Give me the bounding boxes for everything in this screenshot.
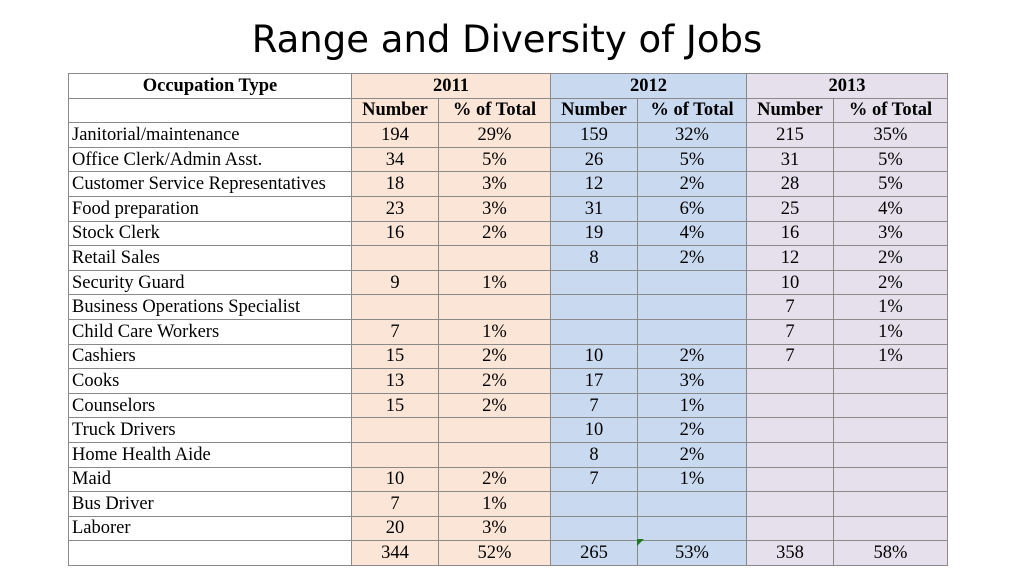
pct-2011-cell: 52% (439, 541, 551, 566)
number-2013-cell (747, 442, 834, 467)
pct-2012-cell: 32% (638, 123, 747, 148)
number-2013-cell (747, 492, 834, 517)
number-2011-cell (352, 246, 439, 271)
pct-2013-cell: 5% (834, 172, 948, 197)
number-2013-cell: 31 (747, 147, 834, 172)
occupation-name-cell: Stock Clerk (69, 221, 352, 246)
table-row (69, 319, 948, 344)
occupation-name-cell: Maid (69, 467, 352, 492)
number-2011-cell: 23 (352, 196, 439, 221)
pct-2012-cell: 53% (638, 541, 747, 566)
occupation-name-cell: Security Guard (69, 270, 352, 295)
number-2011-cell: 344 (352, 541, 439, 566)
number-2012-cell (551, 319, 638, 344)
table-row (69, 123, 948, 148)
pct-2011-cell: 1% (439, 319, 551, 344)
pct-2011-cell: 3% (439, 516, 551, 541)
pct-2012-cell: 1% (638, 393, 747, 418)
number-2012-cell: 265 (551, 541, 638, 566)
number-2011-cell (352, 418, 439, 443)
pct-2011-cell (439, 295, 551, 320)
number-2013-cell (747, 516, 834, 541)
pct-2011-cell: 2% (439, 369, 551, 394)
pct-2013-cell: 3% (834, 221, 948, 246)
table-row (69, 270, 948, 295)
number-2011-cell: 13 (352, 369, 439, 394)
occupation-name-cell: Customer Service Representatives (69, 172, 352, 197)
pct-2012-cell: 1% (638, 467, 747, 492)
table-row (69, 516, 948, 541)
year-2013-header: 2013 (747, 74, 948, 99)
number-2012-cell: 159 (551, 123, 638, 148)
number-2013-cell: 7 (747, 319, 834, 344)
pct-2012-cell: 4% (638, 221, 747, 246)
table-row (69, 221, 948, 246)
number-2012-cell (551, 295, 638, 320)
pct-2013-cell (834, 442, 948, 467)
occupation-type-header: Occupation Type (69, 74, 352, 99)
pct-2012-cell: 5% (638, 147, 747, 172)
occupation-name-cell: Food preparation (69, 196, 352, 221)
sub-header-row (69, 98, 948, 123)
number-2013-cell: 7 (747, 344, 834, 369)
number-2012-cell: 8 (551, 442, 638, 467)
number-2013-cell: 7 (747, 295, 834, 320)
table-row (69, 442, 948, 467)
number-2012-cell (551, 516, 638, 541)
table-row (69, 467, 948, 492)
pct-2011-cell (439, 246, 551, 271)
pct-2012-cell (638, 319, 747, 344)
pct-2012-cell: 2% (638, 172, 747, 197)
number-2011-cell: 9 (352, 270, 439, 295)
pct-2011-cell: 3% (439, 196, 551, 221)
slide-title: Range and Diversity of Jobs (251, 18, 763, 61)
pct-2011-cell: 1% (439, 270, 551, 295)
occupation-name-cell: Office Clerk/Admin Asst. (69, 147, 352, 172)
pct-2013-cell: 35% (834, 123, 948, 148)
table-row (69, 246, 948, 271)
pct-2013-cell (834, 418, 948, 443)
number-2013-cell (747, 467, 834, 492)
number-2012-cell: 31 (551, 196, 638, 221)
pct-2011-cell: 2% (439, 221, 551, 246)
table-row (69, 147, 948, 172)
pct-2011-cell (439, 418, 551, 443)
occupation-name-cell (69, 541, 352, 566)
error-indicator-icon (637, 539, 644, 546)
number-2012-cell: 7 (551, 393, 638, 418)
occupation-name-cell: Laborer (69, 516, 352, 541)
occupation-name-cell: Counselors (69, 393, 352, 418)
number-2012-cell (551, 492, 638, 517)
pct-2013-cell: 58% (834, 541, 948, 566)
number-2013-cell: 16 (747, 221, 834, 246)
pct-2011-cell: 3% (439, 172, 551, 197)
number-2011-cell (352, 295, 439, 320)
pct-2012-cell: 6% (638, 196, 747, 221)
pct-2013-cell: 5% (834, 147, 948, 172)
pct-2012-cell (638, 516, 747, 541)
table-row (69, 295, 948, 320)
pct-header-2011: % of Total (439, 98, 551, 123)
number-2011-cell: 34 (352, 147, 439, 172)
number-2012-cell: 17 (551, 369, 638, 394)
number-2012-cell: 7 (551, 467, 638, 492)
pct-2011-cell: 1% (439, 492, 551, 517)
jobs-table (68, 73, 948, 566)
occupation-name-cell: Truck Drivers (69, 418, 352, 443)
pct-2013-cell (834, 516, 948, 541)
pct-2013-cell: 1% (834, 319, 948, 344)
occupation-name-cell: Cashiers (69, 344, 352, 369)
pct-2013-cell: 1% (834, 344, 948, 369)
number-2012-cell: 10 (551, 418, 638, 443)
table-row (69, 492, 948, 517)
number-2011-cell: 20 (352, 516, 439, 541)
number-2012-cell: 19 (551, 221, 638, 246)
pct-2013-cell: 2% (834, 270, 948, 295)
number-2011-cell: 18 (352, 172, 439, 197)
number-2012-cell: 12 (551, 172, 638, 197)
number-2011-cell: 16 (352, 221, 439, 246)
number-2011-cell: 10 (352, 467, 439, 492)
occupation-name-cell: Child Care Workers (69, 319, 352, 344)
table-row (69, 369, 948, 394)
pct-2011-cell: 2% (439, 344, 551, 369)
table-row (69, 344, 948, 369)
year-header-row (69, 74, 948, 99)
pct-2013-cell: 4% (834, 196, 948, 221)
number-header-2012: Number (551, 98, 638, 123)
number-2013-cell: 215 (747, 123, 834, 148)
number-2013-cell (747, 369, 834, 394)
pct-2012-cell: 2% (638, 344, 747, 369)
pct-2012-cell (638, 492, 747, 517)
table-row (69, 418, 948, 443)
pct-2012-cell: 3% (638, 369, 747, 394)
pct-2012-cell: 2% (638, 418, 747, 443)
number-2013-cell: 25 (747, 196, 834, 221)
pct-2013-cell (834, 467, 948, 492)
table-row (69, 172, 948, 197)
occupation-name-cell: Retail Sales (69, 246, 352, 271)
number-2012-cell: 8 (551, 246, 638, 271)
number-2011-cell: 15 (352, 393, 439, 418)
occupation-name-cell: Bus Driver (69, 492, 352, 517)
occupation-name-cell: Home Health Aide (69, 442, 352, 467)
number-2013-cell: 10 (747, 270, 834, 295)
number-2011-cell: 15 (352, 344, 439, 369)
pct-header-2012: % of Total (638, 98, 747, 123)
pct-2013-cell: 1% (834, 295, 948, 320)
number-2011-cell: 194 (352, 123, 439, 148)
number-2012-cell: 10 (551, 344, 638, 369)
pct-2013-cell (834, 393, 948, 418)
pct-2013-cell (834, 492, 948, 517)
number-header-2011: Number (352, 98, 439, 123)
pct-2012-cell: 2% (638, 246, 747, 271)
empty-header-cell (69, 98, 352, 123)
year-2012-header: 2012 (551, 74, 747, 99)
number-2013-cell: 358 (747, 541, 834, 566)
number-2011-cell: 7 (352, 319, 439, 344)
number-2012-cell (551, 270, 638, 295)
pct-2012-cell (638, 270, 747, 295)
number-2013-cell (747, 418, 834, 443)
number-2011-cell (352, 442, 439, 467)
pct-2012-cell (638, 295, 747, 320)
pct-2011-cell: 5% (439, 147, 551, 172)
table-row (69, 196, 948, 221)
pct-2011-cell: 2% (439, 467, 551, 492)
table-row (69, 393, 948, 418)
number-2012-cell: 26 (551, 147, 638, 172)
pct-2013-cell (834, 369, 948, 394)
pct-2011-cell: 2% (439, 393, 551, 418)
number-2011-cell: 7 (352, 492, 439, 517)
number-2013-cell: 12 (747, 246, 834, 271)
occupation-name-cell: Cooks (69, 369, 352, 394)
pct-2011-cell (439, 442, 551, 467)
number-2013-cell (747, 393, 834, 418)
year-2011-header: 2011 (352, 74, 551, 99)
pct-2012-cell: 2% (638, 442, 747, 467)
occupation-name-cell: Business Operations Specialist (69, 295, 352, 320)
totals-row (69, 541, 948, 566)
pct-2011-cell: 29% (439, 123, 551, 148)
occupation-name-cell: Janitorial/maintenance (69, 123, 352, 148)
number-header-2013: Number (747, 98, 834, 123)
number-2013-cell: 28 (747, 172, 834, 197)
pct-2013-cell: 2% (834, 246, 948, 271)
pct-header-2013: % of Total (834, 98, 948, 123)
